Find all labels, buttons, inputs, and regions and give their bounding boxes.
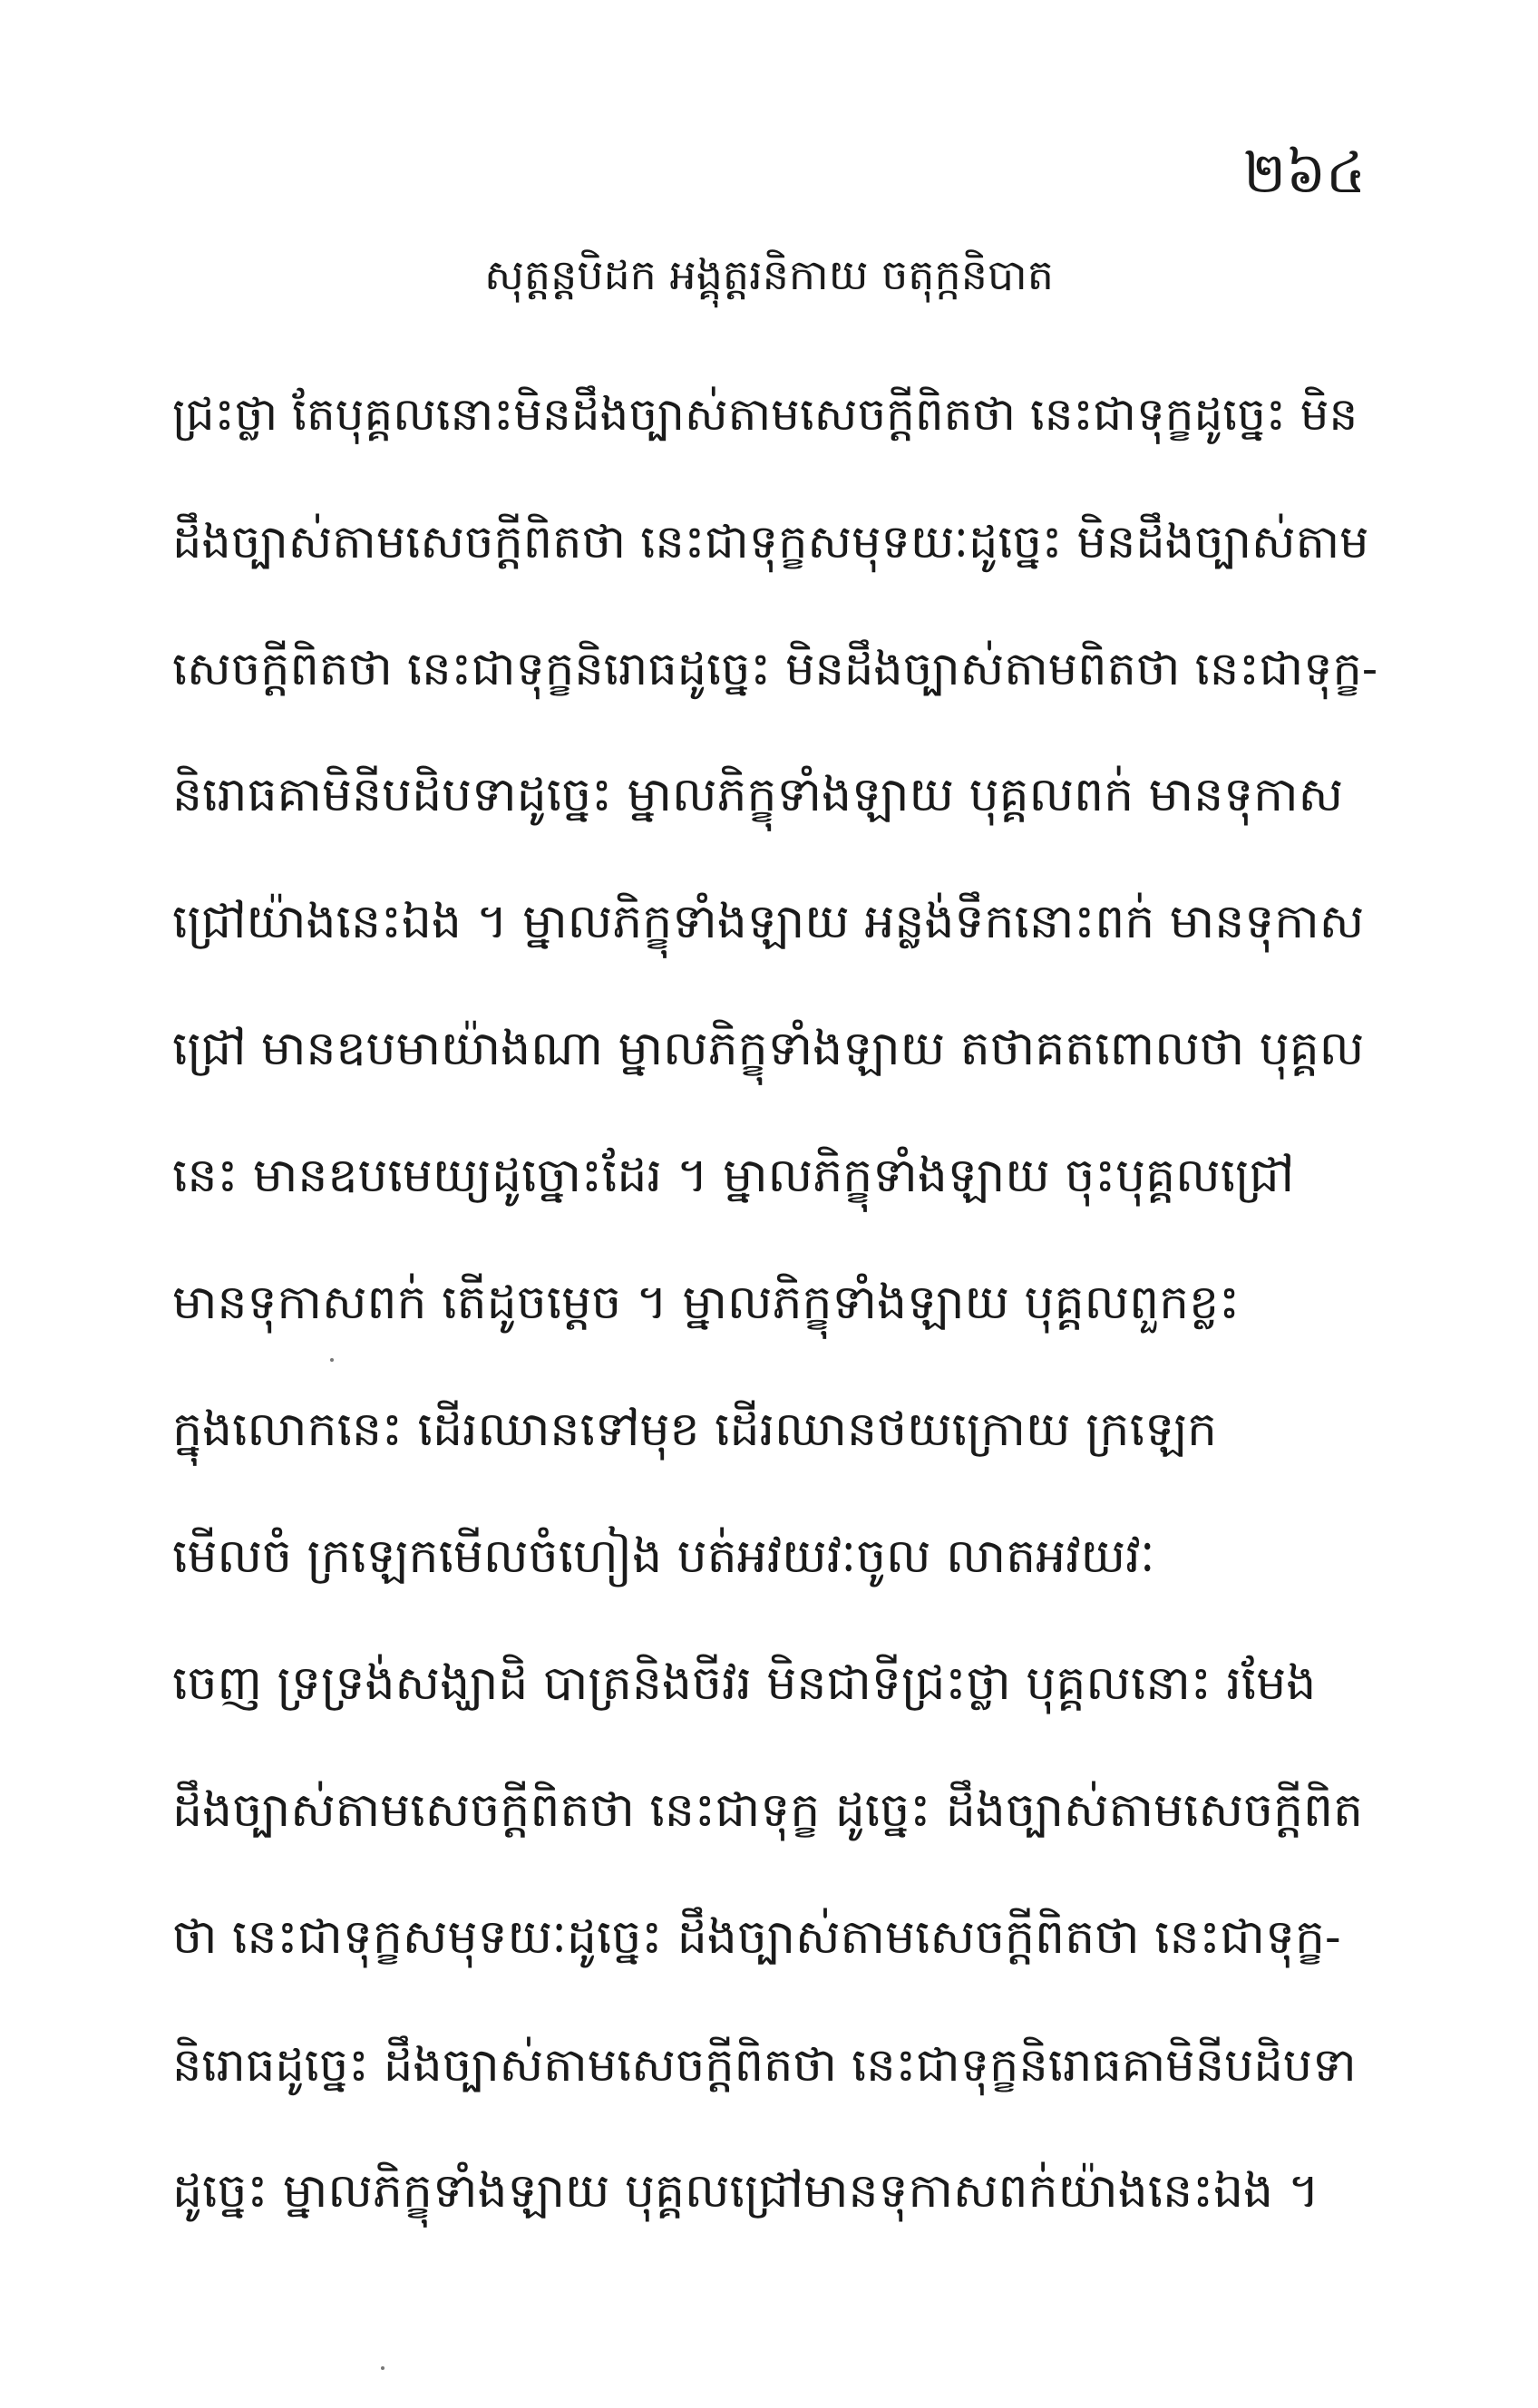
text-line-content: ជ្រៅយ៉ាងនេះឯង ។ ម្នាលភិក្ខុទាំងឡាយ អន្លង់ទឹកនោះពក់ មានទុកាស xyxy=(172,895,1365,949)
text-line xyxy=(172,609,1378,736)
text-line-content: មើលចំ ក្រឡេកមើលចំហៀង បត់អវយវៈចូល លាតអវយវៈ xyxy=(172,1529,1155,1584)
text-line-content: នេះ មានឧបមេយ្យដូច្នោះដែរ ។ ម្នាលភិក្ខុទាំងឡាយ ចុះបុគ្គលជ្រៅ xyxy=(172,1149,1295,1203)
text-line-content: ជ្រះថ្លា តែបុគ្គលនោះមិនដឹងច្បាស់តាមសេចក្តីពិតថា នេះជាទុក្ខដូច្នេះ មិន xyxy=(172,387,1358,441)
text-line-content: សេចក្តីពិតថា នេះជាទុក្ខនិរោធដូច្នេះ មិនដឹងច្បាស់តាមពិតថា នេះជាទុក្ខ- xyxy=(172,642,1378,696)
text-line xyxy=(172,1879,1378,2005)
text-line xyxy=(172,990,1378,1117)
page-number: ២៦៤ xyxy=(1243,140,1366,206)
text-line-content: ជ្រៅ មានឧបមាយ៉ាងណា ម្នាលភិក្ខុទាំងឡាយ តថាគតពោលថា បុគ្គល xyxy=(172,1022,1365,1076)
text-line xyxy=(172,482,1378,609)
text-line-content: និរោធដូច្នេះ ដឹងច្បាស់តាមសេចក្តីពិតថា នេះជាទុក្ខនិរោធគាមិនីបដិបទា xyxy=(172,2038,1357,2092)
text-line xyxy=(172,355,1378,482)
print-speck xyxy=(381,2366,384,2370)
text-line-content: ដឹងច្បាស់តាមសេចក្តីពិតថា នេះជាទុក្ខសមុទយៈដូច្នេះ មិនដឹងច្បាស់តាម xyxy=(172,515,1369,569)
text-line-content: ដូច្នេះ ម្នាលភិក្ខុទាំងឡាយ បុគ្គលជ្រៅមានទុកាសពក់យ៉ាងនេះឯង ។ xyxy=(172,2164,1319,2219)
text-line-content: ចេញ ទ្រទ្រង់សង្ឃាដិ បាត្រនិងចីវរ មិនជាទីជ្រះថ្លា បុគ្គលនោះ រមែង xyxy=(172,1656,1317,1711)
text-line xyxy=(172,1625,1378,1752)
text-line-content: មានទុកាសពក់ តើដូចម្តេច ។ ម្នាលភិក្ខុទាំងឡាយ បុគ្គលពួកខ្លះ xyxy=(172,1276,1240,1330)
text-line xyxy=(172,1371,1378,1498)
text-line xyxy=(172,1244,1378,1371)
text-line xyxy=(172,2005,1378,2132)
text-line xyxy=(172,2132,1378,2259)
print-speck xyxy=(330,1358,334,1362)
text-line-content: និរោធគាមិនីបដិបទាដូច្នេះ ម្នាលភិក្ខុទាំងឡាយ បុគ្គលពក់ មានទុកាស xyxy=(172,768,1344,822)
running-header: សុត្តន្តបិដក អង្គុត្តរនិកាយ ចតុក្កនិបាត xyxy=(484,250,1054,299)
text-line xyxy=(172,1752,1378,1879)
text-line xyxy=(172,736,1378,863)
text-line xyxy=(172,1117,1378,1244)
text-line xyxy=(172,1498,1378,1625)
text-line-content: ក្នុងលោកនេះ ដើរឈានទៅមុខ ដើរឈានថយក្រោយ ក្រឡេក xyxy=(172,1403,1218,1457)
body-text xyxy=(172,355,1378,2259)
text-line-content: ដឹងច្បាស់តាមសេចក្តីពិតថា នេះជាទុក្ខ ដូច្នេះ ដឹងច្បាស់តាមសេចក្តីពិត xyxy=(172,1783,1364,1838)
text-line-content: ថា នេះជាទុក្ខសមុទយៈដូច្នេះ ដឹងច្បាស់តាមសេចក្តីពិតថា នេះជាទុក្ខ- xyxy=(172,1910,1341,1965)
text-line xyxy=(172,863,1378,990)
